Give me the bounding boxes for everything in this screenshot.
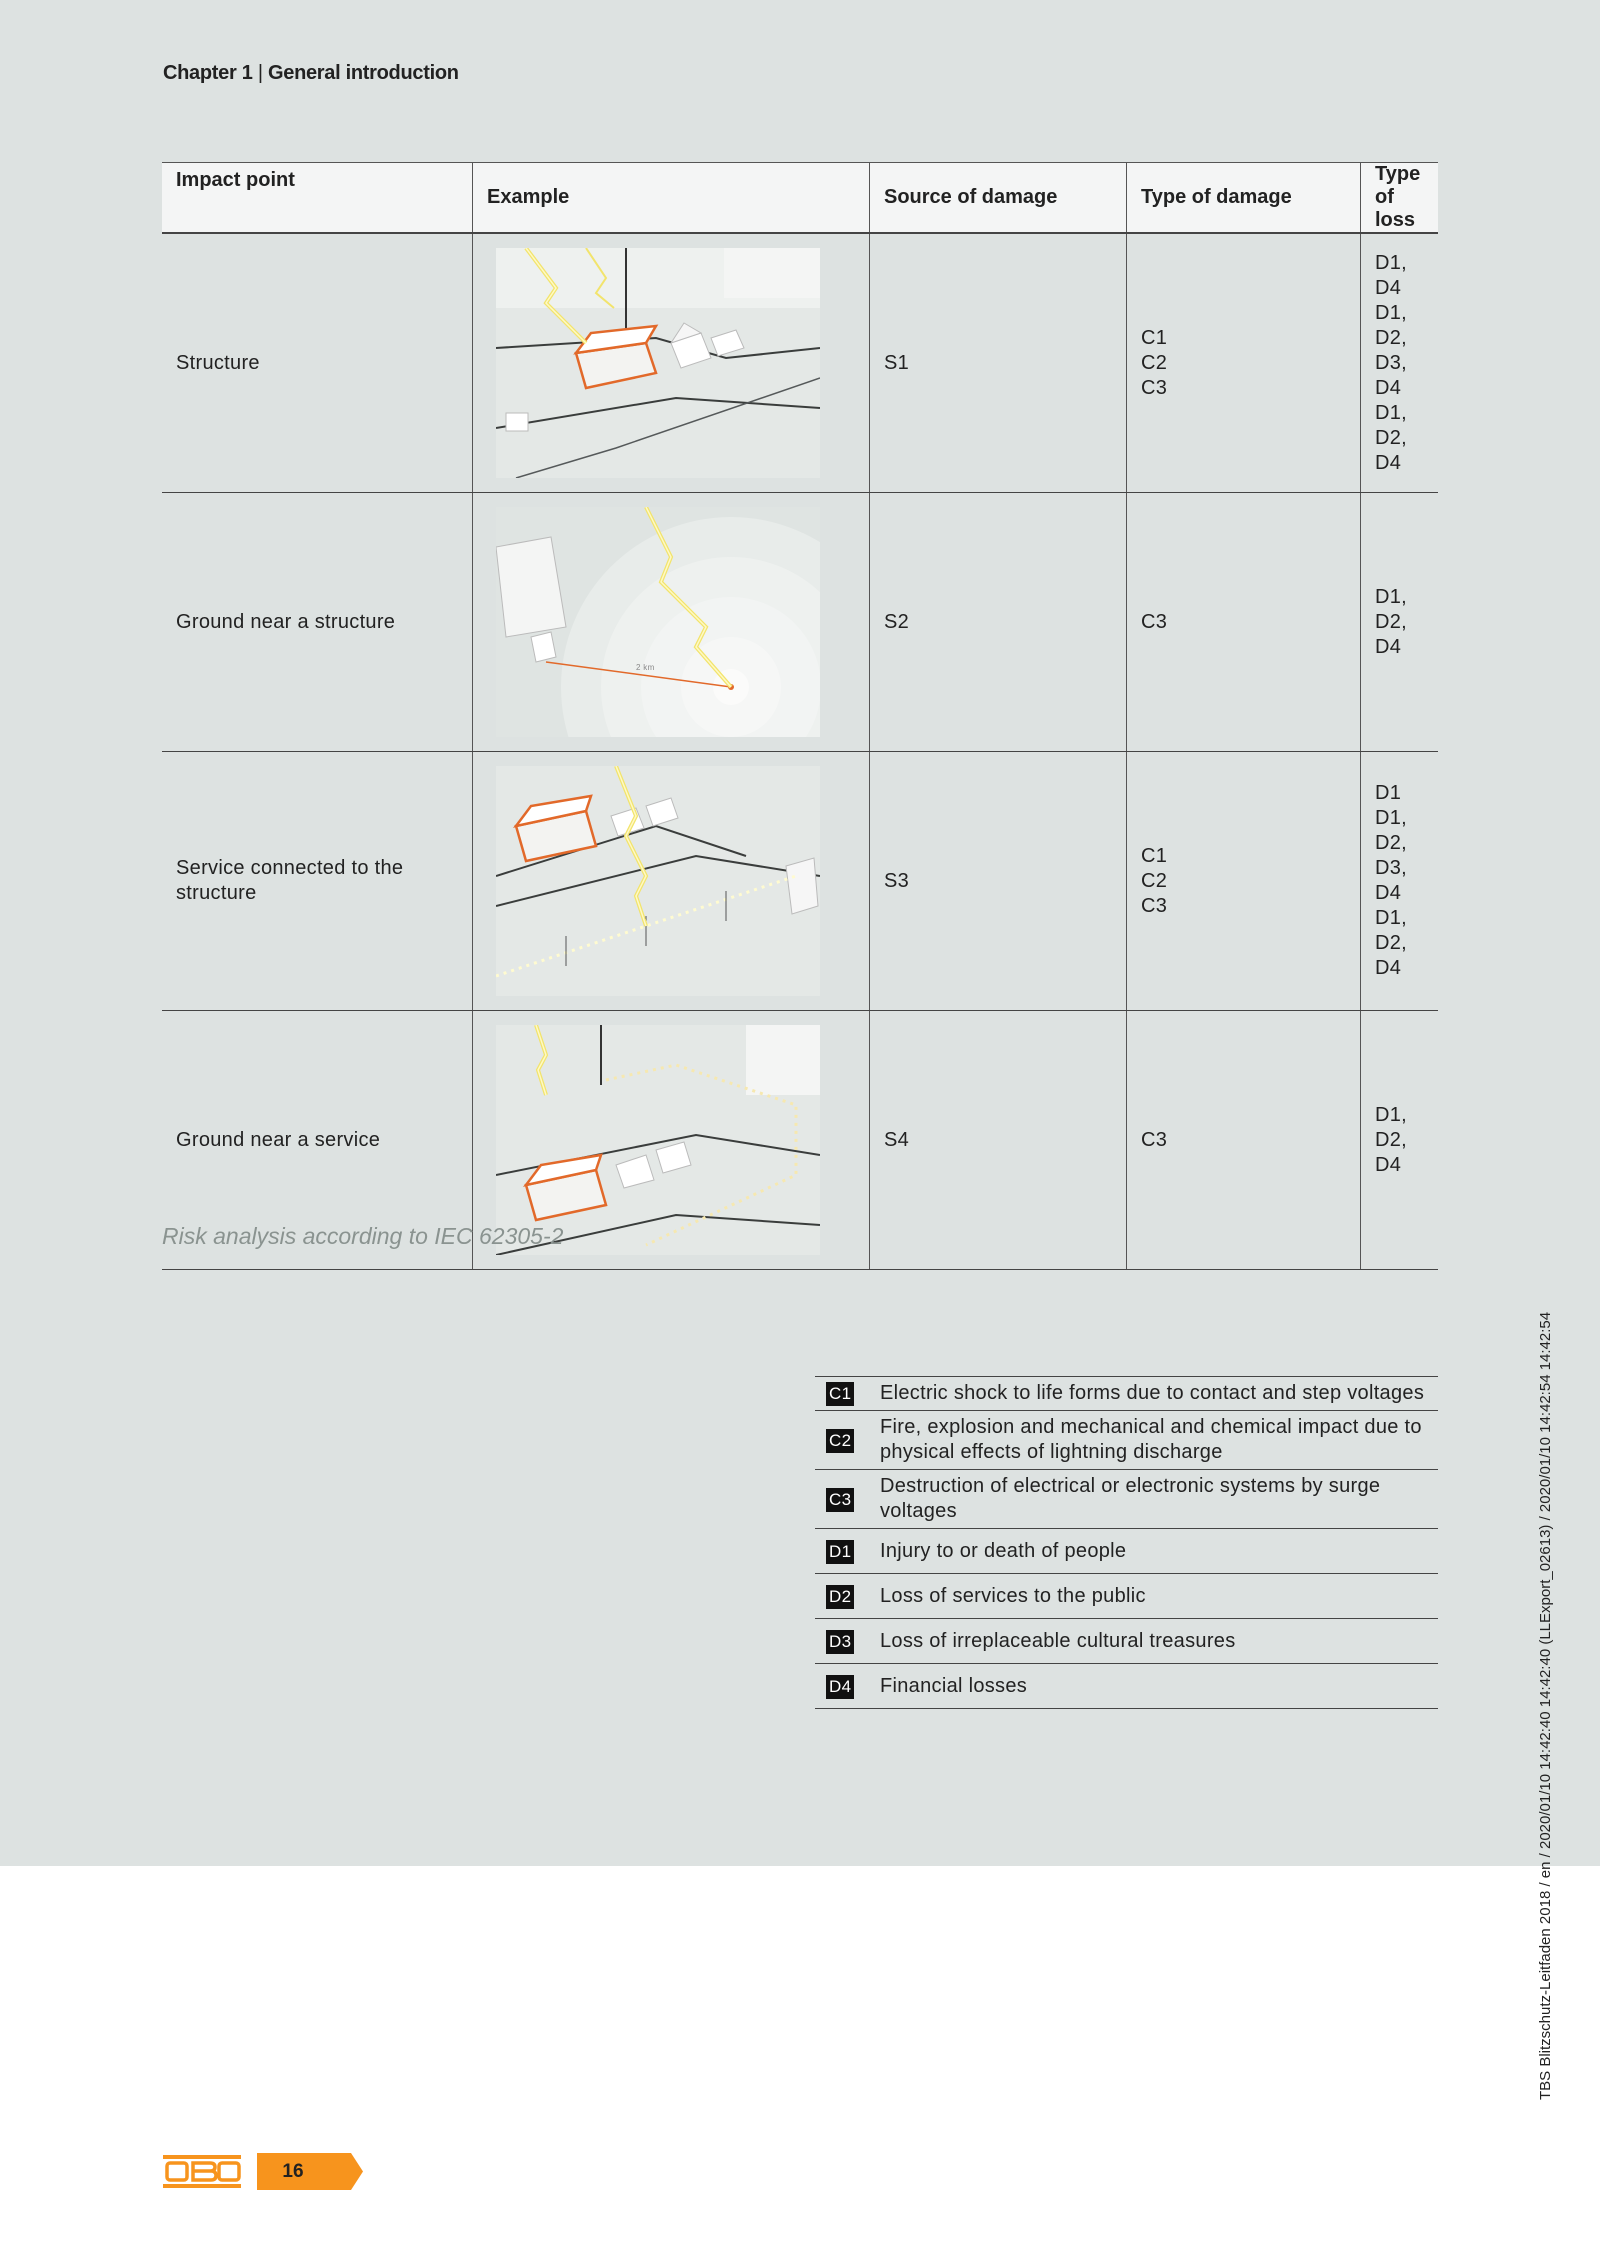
legend-row [815,1411,1438,1470]
service-strike-image [496,766,820,996]
legend-table [815,1376,1438,1709]
damage-code: C3 [1141,610,1168,633]
loss-cell [1361,1011,1439,1270]
legend-code-badge: C1 [826,1382,854,1406]
obo-logo [162,2153,242,2190]
damage-code: C1 [1141,326,1168,349]
legend-code-badge: D1 [826,1540,854,1564]
damage-code: C3 [1141,894,1168,917]
impact-point-cell: Service connected to the structure [162,752,473,1011]
legend-text: Electric shock to life forms due to contact and step voltages [880,1377,1438,1411]
header-source-of-damage: Source of damage [870,163,1127,234]
legend-text: Loss of services to the public [880,1574,1438,1619]
impact-point-cell: Ground near a service [162,1011,473,1270]
loss-cell [1361,752,1439,1011]
table-caption: Risk analysis according to IEC 62305-2 [162,1223,564,1249]
loss-cell [1361,233,1439,493]
structure-strike-image [496,248,820,478]
loss-codes: D1, D2, D4 [1375,585,1408,658]
chapter-label: Chapter 1 [163,62,253,84]
legend-code-badge: C2 [826,1429,854,1453]
table-row [162,233,1438,493]
service-ground-strike-image [496,1025,820,1255]
risk-table [162,162,1438,1270]
source-cell: S2 [870,493,1127,752]
legend-code-badge: D3 [826,1630,854,1654]
damage-cell [1127,233,1361,493]
table-header-row [162,163,1438,234]
page-number: 16 [282,2161,304,2182]
example-cell [473,233,870,493]
example-cell [473,752,870,1011]
damage-code: C1 [1141,844,1168,867]
impact-point-cell: Structure [162,233,473,493]
loss-codes: D1, D2, D4 [1375,1103,1408,1176]
table-row [162,493,1438,752]
legend-row [815,1529,1438,1574]
legend-text: Destruction of electrical or electronic systems by surge voltages [880,1470,1438,1529]
header-type-of-damage: Type of damage [1127,163,1361,234]
source-cell: S3 [870,752,1127,1011]
loss-codes: D1, D2, D3, D4 [1375,301,1408,399]
source-cell: S1 [870,233,1127,493]
side-print-info: TBS Blitzschutz-Leitfaden 2018 / en / 2020/01/10 14:42:40 14:42:40 (LLExport_02613) / 2020/01/10 14:42:54 14:42:54 [1537,1311,1554,2100]
legend-row [815,1470,1438,1529]
header-example: Example [473,163,870,234]
loss-codes: D1, D2, D4 [1375,907,1408,979]
damage-cell [1127,493,1361,752]
loss-codes: D1, D4 [1375,251,1408,299]
legend-code-badge: D2 [826,1585,854,1609]
legend-text: Fire, explosion and mechanical and chemical impact due to physical effects of lightning discharge [880,1411,1438,1470]
impact-point-cell: Ground near a structure [162,493,473,752]
damage-cell [1127,752,1361,1011]
header-type-of-loss: Type of loss [1361,163,1439,234]
legend-code-badge: D4 [826,1675,854,1699]
damage-code: C3 [1141,376,1168,399]
loss-codes: D1 [1375,782,1402,804]
loss-codes: D1, D2, D4 [1375,401,1408,474]
legend-text: Financial losses [880,1664,1438,1709]
chapter-separator: | [257,62,263,84]
legend-row [815,1377,1438,1411]
loss-cell [1361,493,1439,752]
damage-code: C2 [1141,351,1168,374]
header-impact-point: Impact point [162,163,473,234]
legend-text: Loss of irreplaceable cultural treasures [880,1619,1438,1664]
legend-text: Injury to or death of people [880,1529,1438,1574]
loss-codes: D1, D2, D3, D4 [1375,807,1408,904]
table-row [162,752,1438,1011]
legend-row [815,1664,1438,1709]
damage-cell [1127,1011,1361,1270]
legend-row [815,1619,1438,1664]
damage-code: C3 [1141,1128,1168,1151]
source-cell: S4 [870,1011,1127,1270]
example-cell [473,493,870,752]
legend-code-badge: C3 [826,1488,854,1512]
ground-strike-image [496,507,820,737]
damage-code: C2 [1141,869,1168,892]
legend-row [815,1574,1438,1619]
distance-label: 2 km [636,663,655,672]
chapter-title: General introduction [267,62,459,84]
chapter-header [163,62,459,85]
